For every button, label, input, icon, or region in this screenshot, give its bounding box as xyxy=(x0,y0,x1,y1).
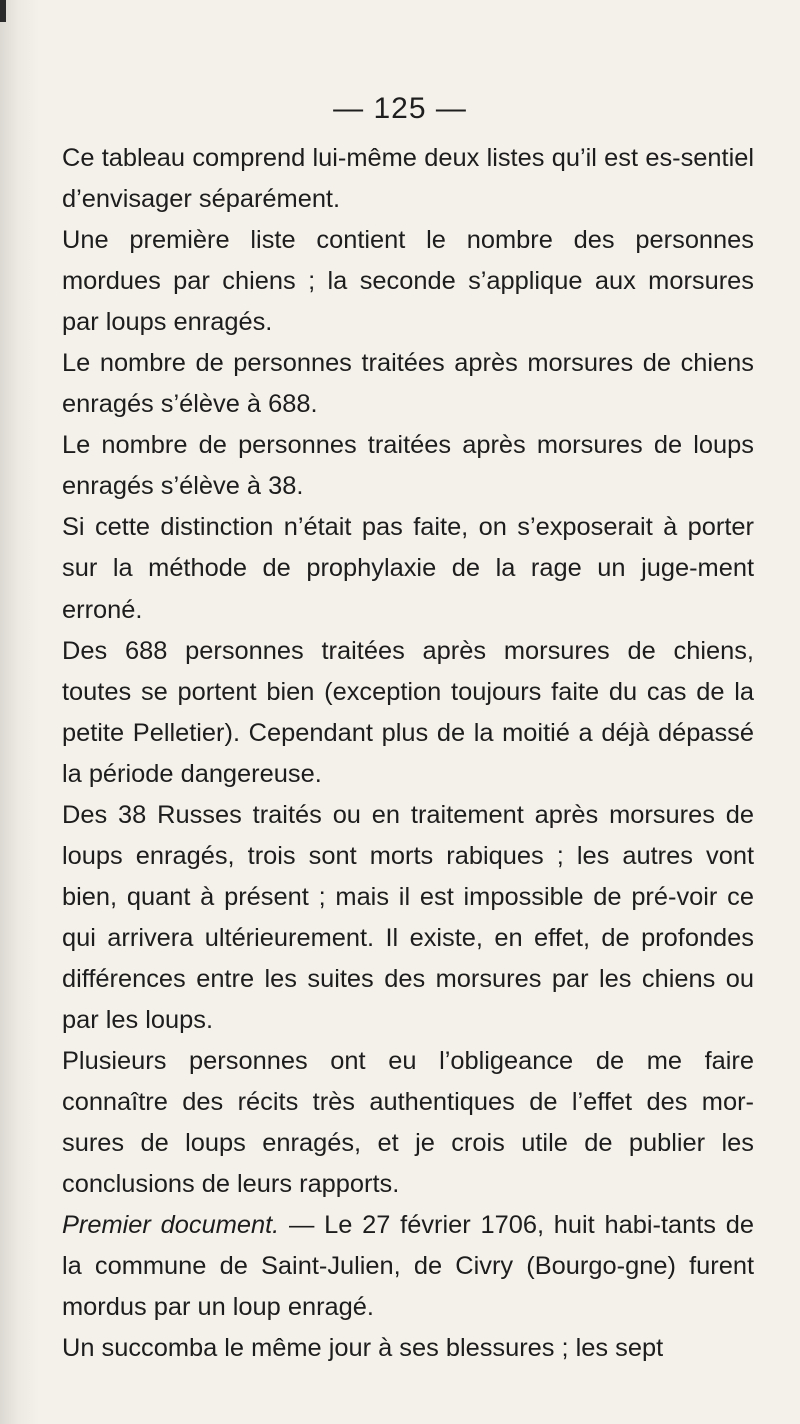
page-edge-mark xyxy=(0,0,6,22)
paragraph-1: Ce tableau comprend lui-même deux listes qu’il est es-sentiel d’envisager séparément. xyxy=(62,144,754,214)
page-number: — 125 — xyxy=(333,92,467,125)
paragraph-9 xyxy=(62,1205,754,1328)
paragraph-4: Le nombre de personnes traitées après morsures de loups enragés s’élève à 38. xyxy=(62,431,754,501)
paragraph-2: Une première liste contient le nombre des personnes mordues par chiens ; la seconde s’applique aux morsures par loups enragés. xyxy=(62,226,754,337)
paragraph-3: Le nombre de personnes traitées après morsures de chiens enragés s’élève à 688. xyxy=(62,349,754,419)
paragraph-8: Plusieurs personnes ont eu l’obligeance de me faire connaître des récits très authentiques de l’effet des mor-sures de loups enragés, et je crois utile de publier les conclusions de leurs rapports. xyxy=(62,1047,754,1199)
document-text: — Le 27 février 1706, huit habi-tants de la commune de Saint-Julien, de Civry (Bourgo-gne) furent mordus par un loup enragé. xyxy=(62,1211,755,1322)
body-text xyxy=(62,138,754,1369)
paragraph-7: Des 38 Russes traités ou en traitement après morsures de loups enragés, trois sont morts rabiques ; les autres vont bien, quant à présent ; mais il est impossible de pré-voir ce qui arrivera ultérieurement. Il existe, en effet, de profondes différences entre les suites des morsures par les chiens ou par les loups. xyxy=(62,800,754,1034)
paragraph-10: Un succomba le même jour à ses blessures ; les sept xyxy=(62,1334,664,1363)
document-label: Premier document. xyxy=(62,1211,280,1240)
paragraph-6: Des 688 personnes traitées après morsures de chiens, toutes se portent bien (exception toujours faite du cas de la petite Pelletier). Cependant plus de la moitié a déjà dépassé la période dangereuse. xyxy=(62,636,754,788)
paragraph-5: Si cette distinction n’était pas faite, on s’exposerait à porter sur la méthode de prophylaxie de la rage un juge-ment erroné. xyxy=(62,513,754,624)
